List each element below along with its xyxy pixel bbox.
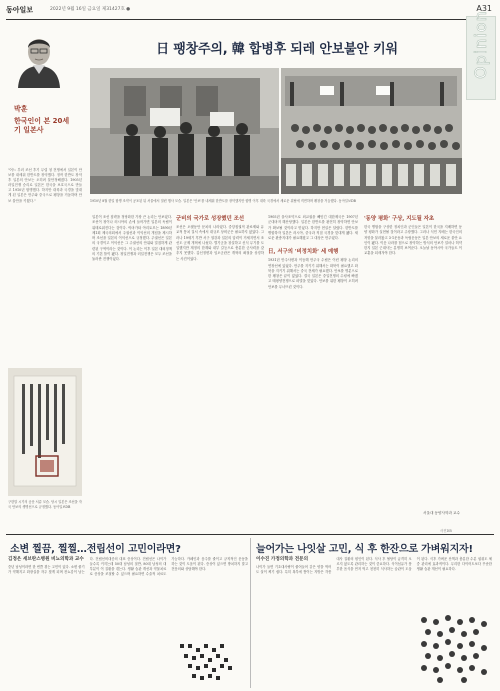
byline (14, 104, 70, 136)
document-photo (8, 368, 82, 496)
bottom-right-headline: 늘어가는 나잇살 고민, 식 후 한잔으로 가벼워지자! (256, 544, 473, 555)
main-photo (90, 68, 462, 194)
lead-paragraph: "어느 부러 조선 후기 무렵 청 전쟁에서 일본이 안보를 내세워 한반도를 장악했다. 정작 한반도 장악 후 일본의 안보는 오히려 불안정해졌다. 1905년 러일전쟁 승리로 일본은 한국을 보호국으로 만들고 1910년 합병했다. 하지만 대륙과 국경을 맞대게 된 일본은 만주와 중국으로 팽창을 거듭하며 안보 불안을 키웠다." (8, 168, 82, 203)
issue-date-line: 2022년 9월 16일 금요일 제31427호 ● (50, 7, 131, 12)
bottom-right-illustration (414, 610, 492, 686)
column-2-text: 조선은 오랫동안 문치의 나라였다. 중앙집권적 관료제와 유교적 통치 질서 속에서 대규모 상비군은 필요하지 않았다. 그러나 19세기 후반 서구 열강과 일본의 압력이 거세지면서 조선도 군제 개혁에 나섰다. 별기군을 창설하고 신식 무기를 도입했지만 재정의 한계와 내부 갈등으로 충분한 군사력을 갖추지 못했다. 갑신정변과 임오군란은 개혁의 좌절을 상징하는 사건이었다. (176, 225, 264, 261)
bottom-left-author: 김정은 세브란스병원 비뇨의학과 교수 (8, 557, 84, 562)
masthead (6, 4, 494, 18)
masthead-rule (6, 19, 466, 20)
bottom-left-illustration (172, 636, 244, 686)
author-signature: 서울대 동양사학과 교수 (423, 511, 460, 515)
opinion-section-label: Opinion (471, 10, 490, 79)
bottom-right-author: 이수진 가정의학과 전문의 (256, 557, 309, 562)
article-column-1 (92, 215, 172, 262)
page-number: A31 (476, 4, 492, 13)
column-3-continued-text: 1931년 만주사변과 이듬해 만주국 수립은 이런 팽창 논리의 연장선에 있었다. 만주를 지키기 위해서는 화북이 필요했고 화북을 지키기 위해서는 중국 전체가 필요했다. 안보를 명분으로 한 팽창은 끝이 없었다. 결국 일본은 중일전쟁의 수렁에 빠졌고 태평양전쟁으로 파멸을 맞았다. 안보를 위한 팽창이 오히려 안보를 무너뜨린 것이다. (268, 258, 358, 289)
columnist-portrait (10, 28, 68, 88)
column-1-text: 일본이 조선 침략을 정당화한 가장 큰 논리는 안보였다. 조선이 청이나 러시아의 손에 들어가면 일본의 독립이 위태로워진다는 것이다. 야마가타 아리토모는 1890년 제1회 제국의회에서 주권선과 이익선의 개념을 제시하며 조선을 일본의 이익선으로 규정했다. 주권선은 일본의 국경이고 이익선은 그 주권선의 안위와 밀접하게 관련된 구역이라는 것이다. 이 논리는 이후 일본 대외정책의 기본 틀이 됐다. 청일전쟁과 러일전쟁은 모두 조선을 둘러싼 전쟁이었다. (92, 215, 172, 261)
newspaper-brand: 동아일보 (6, 6, 34, 14)
column-4-text: 한국 병합을 구상한 정치인과 군인들은 일본이 한국을 지배하면 동양 평화가 실현될 것이라고 주장했다. 그러나 식민 지배는 한국인의 저항을 불러왔고 3·1운동과 독립운동은 일본 안보의 새로운 불안 요인이 됐다. 이웃 나라를 힘으로 장악하는 방식의 안보가 얼마나 허약한지 일본 근대사는 분명히 보여준다. 오늘날 동아시아 국가들도 이 교훈을 되새겨야 한다. (364, 225, 462, 256)
bottom-section-rule (6, 534, 494, 535)
column-3-subhead: 日, 서구의 '비정치화' 세 예행 (268, 249, 339, 256)
opinion-section-tab (466, 10, 496, 100)
article-column-4 (364, 215, 462, 257)
photo-caption: 1910년 8월 한일 합병 조약이 공포된 뒤 서울에서 열린 행사 모습. 일본은 '안보'를 내세워 한반도를 장악했지만 합병 이후 대륙 국경에서 새로운 위협에 직면하며 팽창을 거듭했다. 동아일보DB (90, 199, 356, 203)
columnist-name: 박훈 (14, 105, 28, 113)
bottom-right-article (256, 557, 492, 575)
column-series-title: 한국인이 본 20세기 일본사 (14, 117, 70, 135)
bottom-divider (250, 538, 251, 688)
column-2-subhead: 군비의 국가로 성장했던 조선 (176, 216, 245, 222)
bottom-left-headline: 소변 찔끔, 찔찔…전립선이 고민이라면? (10, 544, 181, 555)
column-4-subhead: '동양 평화' 구상, 지도될 자초 (364, 216, 435, 222)
bottom-left-text: 중년 남성이라면 한 번쯤 겪는 고민이 있다. 소변 줄기가 약해지고 화장실을 자주 찾게 되며 잔뇨감이 남는다. 전립선비대증의 대표 증상이다. 전립선은 나이가 들수록 커지는데 50대 남성의 절반, 80대 남성의 대부분이 이 질환을 겪는다. 생활 습관 개선과 약물치료로 증상을 조절할 수 있으며 필요하면 수술적 치료도 가능하다. 카페인과 음주를 줄이고 규칙적인 운동을 하는 것이 도움이 된다. 증상이 있으면 방치하지 말고 전문의와 상담해야 한다. (8, 557, 248, 577)
article-column-3 (268, 215, 358, 290)
article-column-2 (176, 215, 264, 262)
column-3-text: 1905년 을사조약으로 외교권을 빼앗긴 대한제국은 1907년 군대마저 해산당했다. 일본은 한반도를 완전히 장악하면 안보가 확보될 것이라고 믿었다. 하지만 현실은 달랐다. 한반도를 병합하자 일본은 러시아, 중국과 직접 국경을 맞대게 됐다. 새로운 완충지대가 필요해졌고 그 대상은 만주였다. (268, 215, 358, 240)
bottom-left-article (8, 557, 248, 577)
document-caption: 구한말 시기의 공문 서류 모습. 당시 일본은 조선을 자국 안보의 생명선으로 규정했다. 동아일보DB (8, 500, 82, 509)
bottom-right-text: 나이가 들면 기초대사량이 줄어들어 같은 양을 먹어도 살이 찌기 쉽다. 특히 복부에 쌓이는 지방은 각종 대사 질환의 원인이 된다. 식사 후 혈당이 급격히 오르지 않도록 관리하는 것이 중요하다. 식이섬유가 풍부한 음식을 먼저 먹고 천천히 식사하는 습관이 도움이 된다. 식후 가벼운 산책과 충분한 수분 섭취도 체중 관리에 효과적이다. 무리한 다이어트보다 꾸준한 생활 습관 개선이 필요하다. (256, 557, 492, 575)
photo-credit: 사진DB (440, 529, 452, 533)
page-headline: 日 팽창주의, 韓 합병후 되레 안보불안 키워 (156, 42, 398, 57)
